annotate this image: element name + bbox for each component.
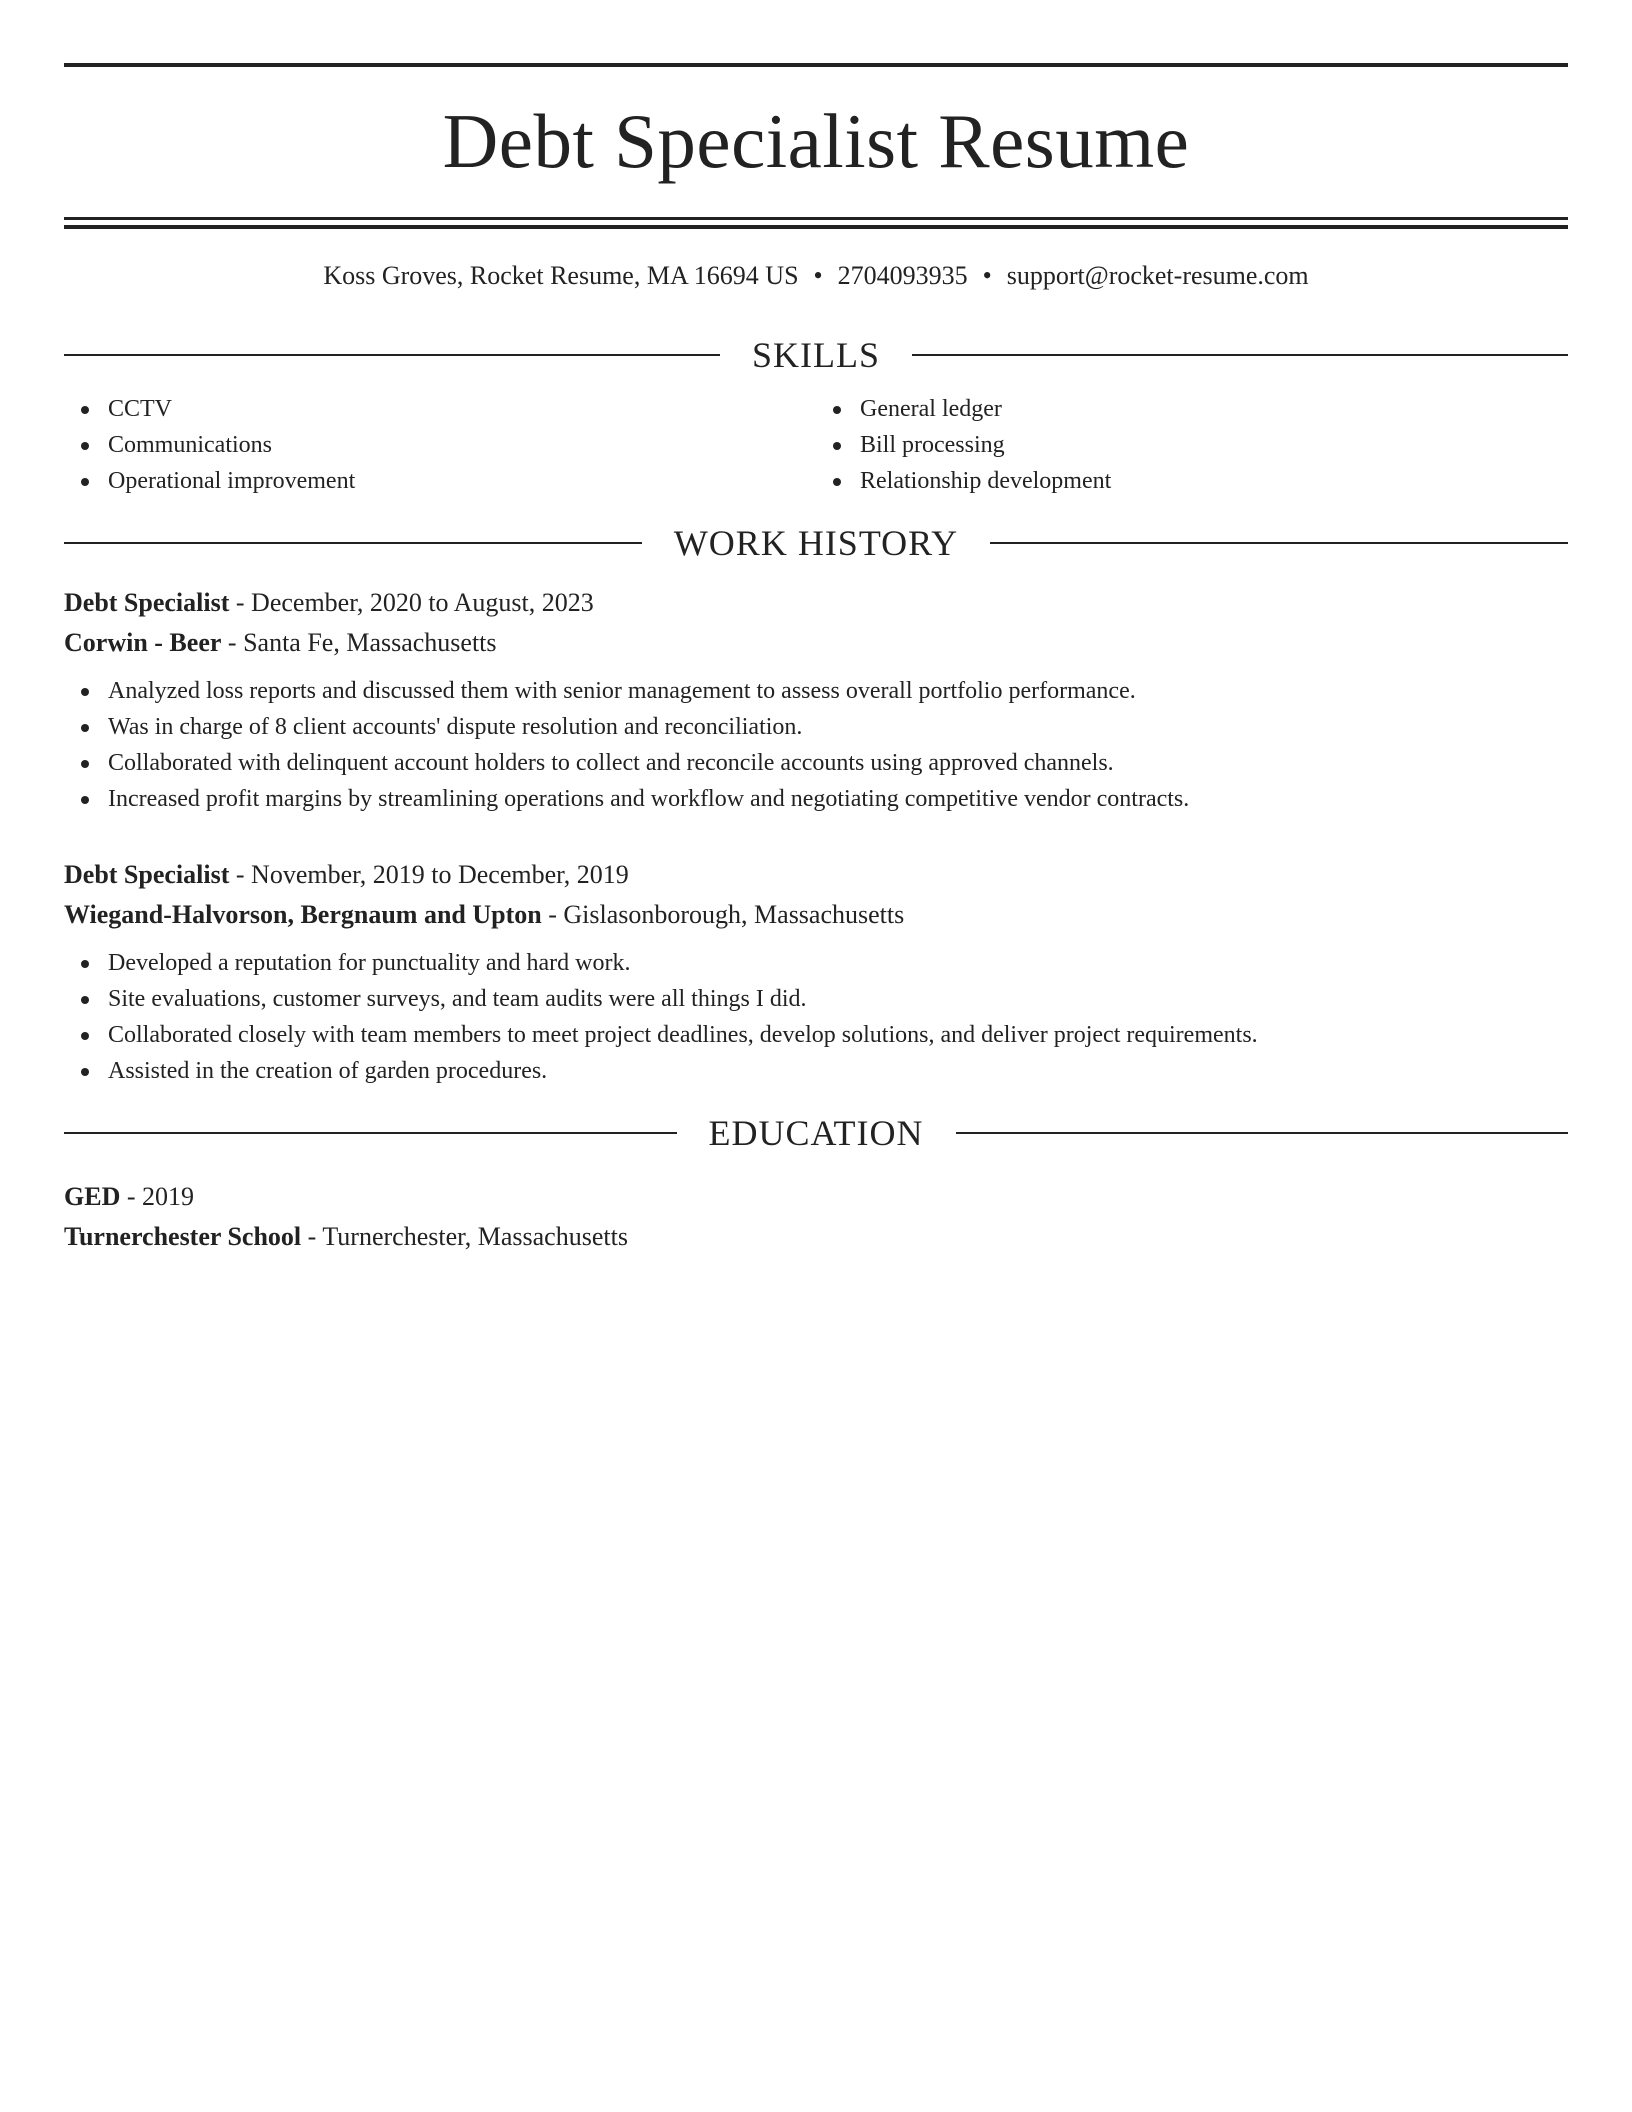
contact-phone: 2704093935 [837,261,968,290]
skills-section-heading [64,333,1568,377]
job-company: Corwin - Beer [64,628,222,657]
contact-address: Koss Groves, Rocket Resume, MA 16694 US [323,261,799,290]
job-bullet: Site evaluations, customer surveys, and team audits were all things I did. [108,981,1568,1017]
work-history-section-heading [64,521,1568,565]
job-location: - Santa Fe, Massachusetts [221,628,497,657]
skill-item: Bill processing [860,427,1568,463]
job-bullets [64,673,1568,817]
job-bullet: Increased profit margins by streamlining operations and workflow and negotiating competitive vendor contracts. [108,781,1568,817]
title-double-rule [64,217,1568,229]
job-dates: - December, 2020 to August, 2023 [229,588,594,617]
job-company-line [64,623,1568,663]
job-bullet: Analyzed loss reports and discussed them with senior management to assess overall portfolio performance. [108,673,1568,709]
job-company-line [64,895,1568,935]
heading-rule-left [64,1132,677,1134]
heading-rule-right [912,354,1568,356]
skill-item: General ledger [860,391,1568,427]
education-degree-line [64,1177,1568,1217]
job-bullet: Collaborated closely with team members to meet project deadlines, develop solutions, and deliver project requirements. [108,1017,1568,1053]
skill-item: Relationship development [860,463,1568,499]
job-bullet: Assisted in the creation of garden procedures. [108,1053,1568,1089]
job-bullets [64,945,1568,1089]
job-title: Debt Specialist [64,588,230,617]
job-entry [64,855,1568,1089]
skill-item: Operational improvement [108,463,816,499]
job-bullet: Collaborated with delinquent account holders to collect and reconcile accounts using approved channels. [108,745,1568,781]
contact-separator: • [813,261,823,290]
top-rule [64,63,1568,67]
education-entry [64,1177,1568,1257]
education-heading-label: EDUCATION [708,1113,924,1153]
education-section-heading [64,1111,1568,1155]
job-title-line [64,855,1568,895]
contact-line [64,259,1568,293]
heading-rule-left [64,354,720,356]
work-history-heading-label: WORK HISTORY [673,523,959,563]
education-location: - Turnerchester, Massachusetts [301,1222,628,1251]
education-year: - 2019 [120,1182,195,1211]
job-dates: - November, 2019 to December, 2019 [229,860,629,889]
job-company: Wiegand-Halvorson, Bergnaum and Upton [64,900,542,929]
skills-heading-label: SKILLS [752,335,881,375]
heading-rule-right [956,1132,1569,1134]
education-degree: GED [64,1182,121,1211]
skill-item: CCTV [108,391,816,427]
contact-separator: • [982,261,992,290]
skills-column-left [64,391,816,499]
education-school-line [64,1217,1568,1257]
heading-rule-right [990,542,1568,544]
heading-rule-left [64,542,642,544]
job-title: Debt Specialist [64,860,230,889]
skills-list [64,391,1568,499]
job-bullet: Developed a reputation for punctuality and hard work. [108,945,1568,981]
job-bullet: Was in charge of 8 client accounts' dispute resolution and reconciliation. [108,709,1568,745]
contact-email: support@rocket-resume.com [1006,261,1309,290]
education-school: Turnerchester School [64,1222,302,1251]
skill-item: Communications [108,427,816,463]
skills-column-right [816,391,1568,499]
job-entry [64,583,1568,817]
job-location: - Gislasonborough, Massachusetts [541,900,905,929]
resume-title: Debt Specialist Resume [442,98,1190,184]
job-title-line [64,583,1568,623]
